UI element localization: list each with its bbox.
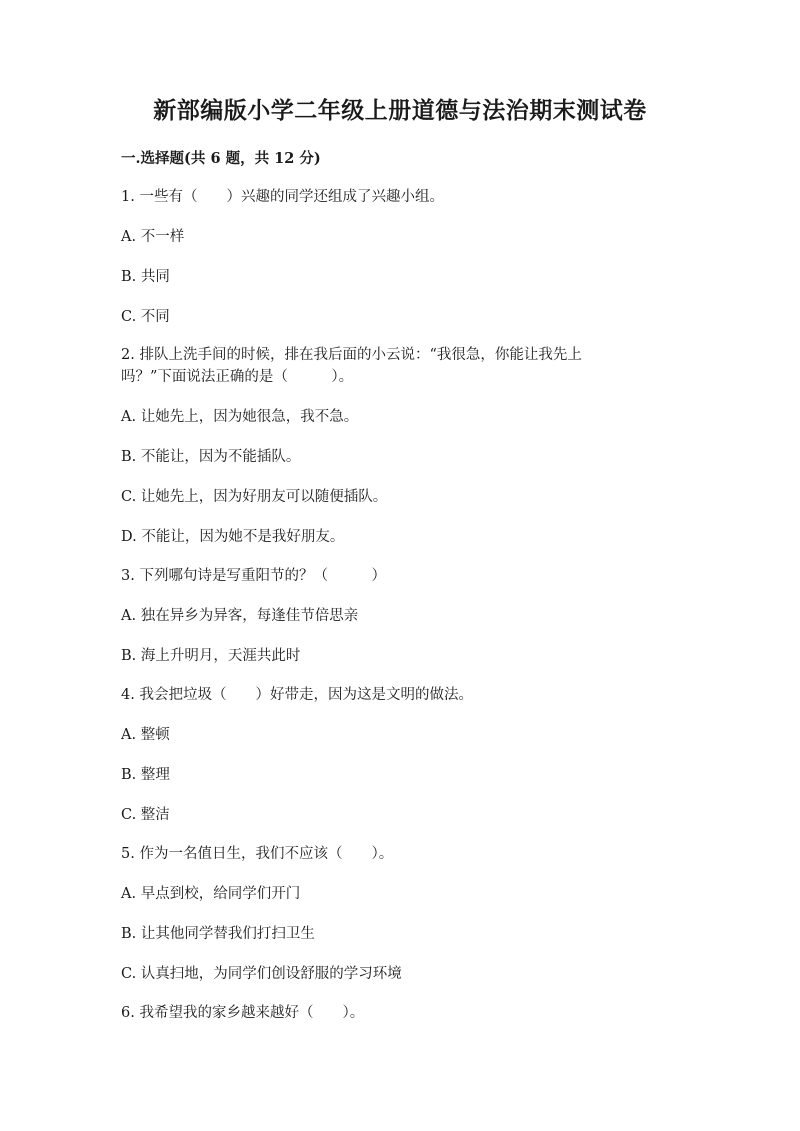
q4-option-a: A. 整顿 bbox=[121, 727, 170, 743]
q5-option-c: C. 认真扫地，为同学们创设舒服的学习环境 bbox=[121, 966, 402, 982]
q5-option-a: A. 早点到校，给同学们开门 bbox=[121, 886, 301, 902]
question-3: 3. 下列哪句诗是写重阳节的？（ ） bbox=[121, 568, 386, 584]
q2-option-a: A. 让她先上，因为她很急，我不急。 bbox=[121, 409, 359, 425]
question-2-line-1: 2. 排队上洗手间的时候，排在我后面的小云说：“我很急，你能让我先上 bbox=[121, 347, 582, 363]
q3-option-a: A. 独在异乡为异客，每逢佳节倍思亲 bbox=[121, 608, 359, 624]
q2-option-c: C. 让她先上，因为好朋友可以随便插队。 bbox=[121, 489, 388, 505]
q1-option-b: B. 共同 bbox=[121, 269, 170, 285]
question-5: 5. 作为一名值日生，我们不应该（ ）。 bbox=[121, 846, 394, 862]
exam-title: 新部编版小学二年级上册道德与法治期末测试卷 bbox=[153, 97, 647, 124]
q4-option-c: C. 整洁 bbox=[121, 807, 170, 823]
q1-option-a: A. 不一样 bbox=[121, 229, 185, 245]
q2-option-b: B. 不能让，因为不能插队。 bbox=[121, 449, 301, 465]
question-4: 4. 我会把垃圾（ ）好带走，因为这是文明的做法。 bbox=[121, 687, 473, 703]
question-1: 1. 一些有（ ）兴趣的同学还组成了兴趣小组。 bbox=[121, 189, 444, 205]
q4-option-b: B. 整理 bbox=[121, 767, 170, 783]
q3-option-b: B. 海上升明月，天涯共此时 bbox=[121, 648, 301, 664]
q1-option-c: C. 不同 bbox=[121, 309, 170, 325]
q5-option-b: B. 让其他同学替我们打扫卫生 bbox=[121, 926, 315, 942]
question-2-line-2: 吗？”下面说法正确的是（ ）。 bbox=[121, 369, 354, 385]
question-6: 6. 我希望我的家乡越来越好（ ）。 bbox=[121, 1005, 365, 1021]
q2-option-d: D. 不能让，因为她不是我好朋友。 bbox=[121, 529, 345, 545]
section-heading: 一.选择题(共 6 题，共 12 分) bbox=[121, 150, 321, 167]
